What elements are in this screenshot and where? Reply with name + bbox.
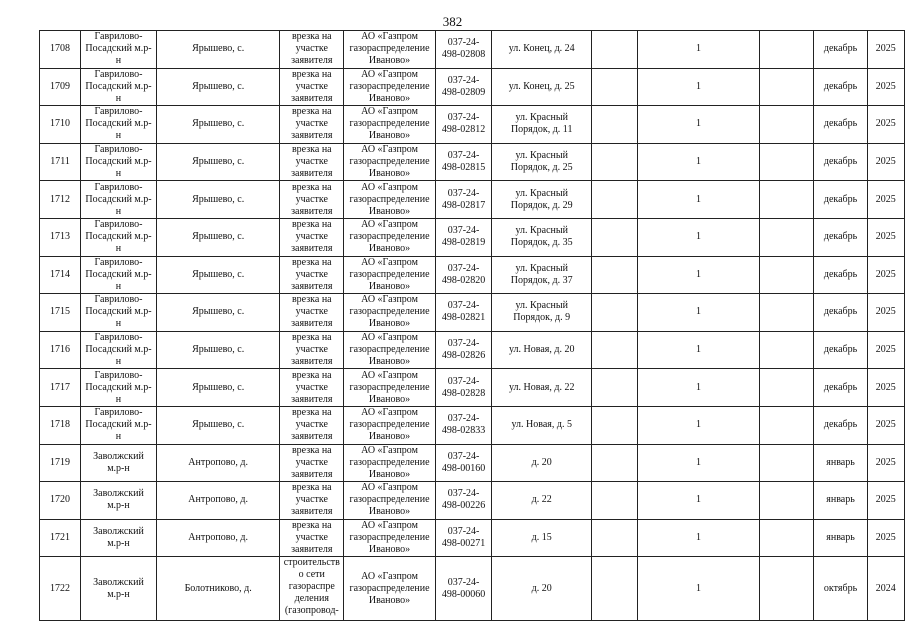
locality-cell: Ярышево, с.: [156, 218, 279, 256]
blank-cell: [592, 406, 638, 444]
locality-cell: Ярышево, с.: [156, 406, 279, 444]
year-cell: 2025: [867, 406, 904, 444]
object-code-cell: 037-24- 498-02809: [435, 68, 491, 106]
row-number: 1721: [40, 519, 81, 557]
address-cell: ул. Красный Порядок, д. 35: [492, 218, 592, 256]
object-code-cell: 037-24- 498-02828: [435, 369, 491, 407]
district-cell: Гаврилово- Посадский м.р- н: [81, 331, 157, 369]
address-cell: д. 22: [492, 482, 592, 520]
table-row: [40, 256, 905, 294]
year-cell: 2025: [867, 256, 904, 294]
month-cell: октябрь: [814, 557, 867, 621]
month-cell: январь: [814, 444, 867, 482]
month-cell: декабрь: [814, 181, 867, 219]
district-cell: Гаврилово- Посадский м.р- н: [81, 143, 157, 181]
quantity-cell: 1: [637, 31, 760, 69]
blank-cell: [760, 68, 814, 106]
address-cell: ул. Новая, д. 5: [492, 406, 592, 444]
year-cell: 2025: [867, 106, 904, 144]
locality-cell: Антропово, д.: [156, 519, 279, 557]
year-cell: 2024: [867, 557, 904, 621]
blank-cell: [592, 181, 638, 219]
organization-cell: АО «Газпром газораспределение Иваново»: [344, 143, 436, 181]
district-cell: Гаврилово- Посадский м.р- н: [81, 218, 157, 256]
quantity-cell: 1: [637, 444, 760, 482]
blank-cell: [592, 331, 638, 369]
object-code-cell: 037-24- 498-00160: [435, 444, 491, 482]
address-cell: д. 20: [492, 444, 592, 482]
row-number: 1722: [40, 557, 81, 621]
blank-cell: [592, 31, 638, 69]
address-cell: ул. Новая, д. 20: [492, 331, 592, 369]
year-cell: 2025: [867, 294, 904, 332]
connection-type-cell: врезка на участке заявителя: [280, 218, 344, 256]
row-number: 1710: [40, 106, 81, 144]
district-cell: Гаврилово- Посадский м.р- н: [81, 181, 157, 219]
address-cell: ул. Красный Порядок, д. 9: [492, 294, 592, 332]
address-cell: д. 15: [492, 519, 592, 557]
row-number: 1718: [40, 406, 81, 444]
quantity-cell: 1: [637, 143, 760, 181]
row-number: 1720: [40, 482, 81, 520]
address-cell: ул. Конец, д. 24: [492, 31, 592, 69]
blank-cell: [592, 482, 638, 520]
month-cell: декабрь: [814, 256, 867, 294]
organization-cell: АО «Газпром газораспределение Иваново»: [344, 218, 436, 256]
district-cell: Гаврилово- Посадский м.р- н: [81, 294, 157, 332]
object-code-cell: 037-24- 498-02820: [435, 256, 491, 294]
object-code-cell: 037-24- 498-02817: [435, 181, 491, 219]
quantity-cell: 1: [637, 482, 760, 520]
organization-cell: АО «Газпром газораспределение Иваново»: [344, 106, 436, 144]
blank-cell: [592, 218, 638, 256]
table-row: [40, 557, 905, 621]
organization-cell: АО «Газпром газораспределение Иваново»: [344, 181, 436, 219]
connection-type-cell: врезка на участке заявителя: [280, 519, 344, 557]
district-cell: Заволжский м.р-н: [81, 444, 157, 482]
table-row: [40, 31, 905, 69]
connection-type-cell: врезка на участке заявителя: [280, 406, 344, 444]
quantity-cell: 1: [637, 68, 760, 106]
address-cell: ул. Красный Порядок, д. 11: [492, 106, 592, 144]
district-cell: Гаврилово- Посадский м.р- н: [81, 31, 157, 69]
district-cell: Гаврилово- Посадский м.р- н: [81, 406, 157, 444]
district-cell: Гаврилово- Посадский м.р- н: [81, 369, 157, 407]
blank-cell: [592, 557, 638, 621]
month-cell: декабрь: [814, 331, 867, 369]
blank-cell: [592, 444, 638, 482]
object-code-cell: 037-24- 498-02821: [435, 294, 491, 332]
quantity-cell: 1: [637, 406, 760, 444]
table-row: [40, 519, 905, 557]
locality-cell: Антропово, д.: [156, 444, 279, 482]
blank-cell: [760, 444, 814, 482]
row-number: 1708: [40, 31, 81, 69]
year-cell: 2025: [867, 331, 904, 369]
organization-cell: АО «Газпром газораспределение Иваново»: [344, 444, 436, 482]
organization-cell: АО «Газпром газораспределение Иваново»: [344, 68, 436, 106]
locality-cell: Ярышево, с.: [156, 68, 279, 106]
year-cell: 2025: [867, 143, 904, 181]
blank-cell: [760, 256, 814, 294]
organization-cell: АО «Газпром газораспределение Иваново»: [344, 294, 436, 332]
blank-cell: [592, 106, 638, 144]
year-cell: 2025: [867, 444, 904, 482]
locality-cell: Антропово, д.: [156, 482, 279, 520]
blank-cell: [760, 406, 814, 444]
year-cell: 2025: [867, 68, 904, 106]
blank-cell: [760, 143, 814, 181]
address-cell: ул. Конец, д. 25: [492, 68, 592, 106]
quantity-cell: 1: [637, 181, 760, 219]
locality-cell: Ярышево, с.: [156, 294, 279, 332]
row-number: 1715: [40, 294, 81, 332]
table-row: [40, 68, 905, 106]
quantity-cell: 1: [637, 218, 760, 256]
connection-type-cell: врезка на участке заявителя: [280, 106, 344, 144]
page-number: 382: [442, 14, 463, 29]
month-cell: январь: [814, 482, 867, 520]
locality-cell: Болотниково, д.: [156, 557, 279, 621]
row-number: 1711: [40, 143, 81, 181]
organization-cell: АО «Газпром газораспределение Иваново»: [344, 369, 436, 407]
object-code-cell: 037-24- 498-02819: [435, 218, 491, 256]
locality-cell: Ярышево, с.: [156, 143, 279, 181]
blank-cell: [592, 519, 638, 557]
object-code-cell: 037-24- 498-02812: [435, 106, 491, 144]
quantity-cell: 1: [637, 106, 760, 144]
month-cell: декабрь: [814, 294, 867, 332]
locality-cell: Ярышево, с.: [156, 181, 279, 219]
connection-type-cell: врезка на участке заявителя: [280, 181, 344, 219]
row-number: 1717: [40, 369, 81, 407]
address-cell: ул. Красный Порядок, д. 29: [492, 181, 592, 219]
row-number: 1719: [40, 444, 81, 482]
table-row: [40, 444, 905, 482]
quantity-cell: 1: [637, 519, 760, 557]
year-cell: 2025: [867, 218, 904, 256]
year-cell: 2025: [867, 482, 904, 520]
month-cell: декабрь: [814, 218, 867, 256]
organization-cell: АО «Газпром газораспределение Иваново»: [344, 482, 436, 520]
quantity-cell: 1: [637, 557, 760, 621]
address-cell: ул. Красный Порядок, д. 37: [492, 256, 592, 294]
object-code-cell: 037-24- 498-00060: [435, 557, 491, 621]
blank-cell: [760, 482, 814, 520]
organization-cell: АО «Газпром газораспределение Иваново»: [344, 406, 436, 444]
object-code-cell: 037-24- 498-00271: [435, 519, 491, 557]
table-row: [40, 294, 905, 332]
blank-cell: [592, 68, 638, 106]
row-number: 1709: [40, 68, 81, 106]
locality-cell: Ярышево, с.: [156, 369, 279, 407]
district-cell: Гаврилово- Посадский м.р- н: [81, 68, 157, 106]
connection-type-cell: врезка на участке заявителя: [280, 444, 344, 482]
blank-cell: [760, 369, 814, 407]
blank-cell: [760, 181, 814, 219]
organization-cell: АО «Газпром газораспределение Иваново»: [344, 256, 436, 294]
address-cell: д. 20: [492, 557, 592, 621]
table-row: [40, 406, 905, 444]
address-cell: ул. Новая, д. 22: [492, 369, 592, 407]
object-code-cell: 037-24- 498-02815: [435, 143, 491, 181]
locality-cell: Ярышево, с.: [156, 31, 279, 69]
year-cell: 2025: [867, 181, 904, 219]
district-cell: Заволжский м.р-н: [81, 557, 157, 621]
table-row: [40, 143, 905, 181]
connection-type-cell: врезка на участке заявителя: [280, 331, 344, 369]
district-cell: Заволжский м.р-н: [81, 482, 157, 520]
year-cell: 2025: [867, 31, 904, 69]
month-cell: декабрь: [814, 31, 867, 69]
month-cell: январь: [814, 519, 867, 557]
blank-cell: [760, 106, 814, 144]
blank-cell: [592, 256, 638, 294]
organization-cell: АО «Газпром газораспределение Иваново»: [344, 519, 436, 557]
blank-cell: [592, 143, 638, 181]
row-number: 1712: [40, 181, 81, 219]
connection-type-cell: врезка на участке заявителя: [280, 369, 344, 407]
month-cell: декабрь: [814, 369, 867, 407]
year-cell: 2025: [867, 519, 904, 557]
quantity-cell: 1: [637, 256, 760, 294]
locality-cell: Ярышево, с.: [156, 256, 279, 294]
locality-cell: Ярышево, с.: [156, 106, 279, 144]
blank-cell: [592, 369, 638, 407]
address-cell: ул. Красный Порядок, д. 25: [492, 143, 592, 181]
year-cell: 2025: [867, 369, 904, 407]
connection-type-cell: врезка на участке заявителя: [280, 143, 344, 181]
blank-cell: [592, 294, 638, 332]
month-cell: декабрь: [814, 106, 867, 144]
register-table: [39, 30, 905, 621]
blank-cell: [760, 557, 814, 621]
quantity-cell: 1: [637, 294, 760, 332]
connection-type-cell: врезка на участке заявителя: [280, 482, 344, 520]
table-row: [40, 218, 905, 256]
district-cell: Гаврилово- Посадский м.р- н: [81, 106, 157, 144]
object-code-cell: 037-24- 498-02826: [435, 331, 491, 369]
month-cell: декабрь: [814, 68, 867, 106]
organization-cell: АО «Газпром газораспределение Иваново»: [344, 331, 436, 369]
district-cell: Гаврилово- Посадский м.р- н: [81, 256, 157, 294]
blank-cell: [760, 218, 814, 256]
table-row: [40, 106, 905, 144]
object-code-cell: 037-24- 498-02833: [435, 406, 491, 444]
connection-type-cell: врезка на участке заявителя: [280, 31, 344, 69]
organization-cell: АО «Газпром газораспределение Иваново»: [344, 31, 436, 69]
table-body: [40, 31, 905, 621]
organization-cell: АО «Газпром газораспределение Иваново»: [344, 557, 436, 621]
connection-type-cell: строительств о сети газораспре деления (газопровод-: [280, 557, 344, 621]
blank-cell: [760, 519, 814, 557]
quantity-cell: 1: [637, 331, 760, 369]
connection-type-cell: врезка на участке заявителя: [280, 294, 344, 332]
connection-type-cell: врезка на участке заявителя: [280, 68, 344, 106]
blank-cell: [760, 331, 814, 369]
table-row: [40, 181, 905, 219]
blank-cell: [760, 31, 814, 69]
table-row: [40, 482, 905, 520]
object-code-cell: 037-24- 498-00226: [435, 482, 491, 520]
row-number: 1713: [40, 218, 81, 256]
object-code-cell: 037-24- 498-02808: [435, 31, 491, 69]
locality-cell: Ярышево, с.: [156, 331, 279, 369]
table-row: [40, 369, 905, 407]
row-number: 1716: [40, 331, 81, 369]
table-row: [40, 331, 905, 369]
connection-type-cell: врезка на участке заявителя: [280, 256, 344, 294]
district-cell: Заволжский м.р-н: [81, 519, 157, 557]
month-cell: декабрь: [814, 406, 867, 444]
row-number: 1714: [40, 256, 81, 294]
quantity-cell: 1: [637, 369, 760, 407]
blank-cell: [760, 294, 814, 332]
month-cell: декабрь: [814, 143, 867, 181]
